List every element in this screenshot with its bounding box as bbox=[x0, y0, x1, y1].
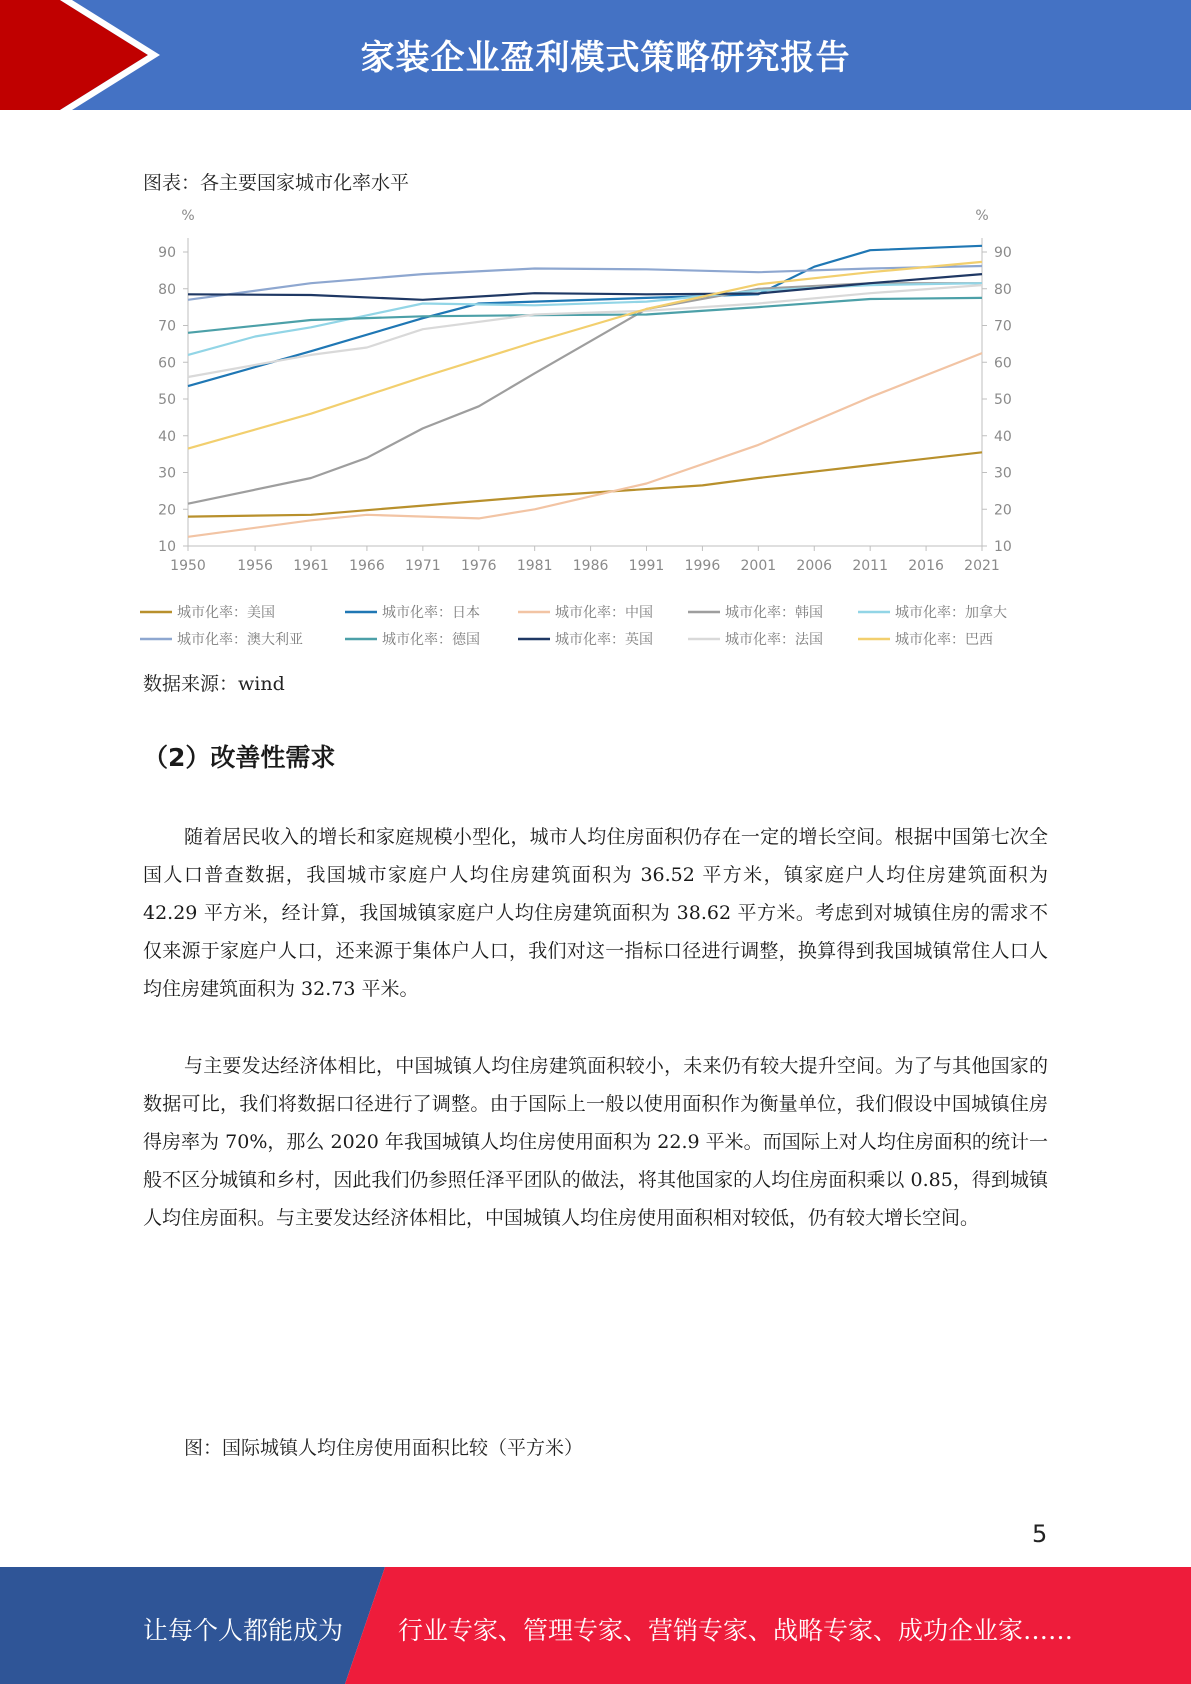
y-tick-label-right: 90 bbox=[994, 245, 1012, 261]
x-tick-label: 1956 bbox=[237, 558, 273, 574]
figure-source: 数据来源：wind bbox=[143, 673, 285, 695]
y-tick-label-left: 50 bbox=[158, 392, 176, 408]
legend-label-6: 城市化率：德国 bbox=[382, 632, 480, 648]
x-tick-label: 2011 bbox=[852, 558, 888, 574]
y-tick-label-left: 40 bbox=[158, 428, 176, 445]
page-header bbox=[0, 0, 1191, 110]
y-tick-label-right: 60 bbox=[994, 355, 1012, 372]
legend-label-4: 城市化率：加拿大 bbox=[895, 605, 1007, 621]
paragraph-2: 与主要发达经济体相比，中国城镇人均住房建筑面积较小，未来仍有较大提升空间。为了与其他国家的数据可比，我们将数据口径进行了调整。由于国际上一般以使用面积作为衡量单位，我们假设中国城镇住房得房率为 70%，那么 2020 年我国城镇人均住房使用面积为 22.9 平米。而国际上对人均住房面积的统计一般不区分城镇和乡村，因此我们仍参照任泽平团队的做法，将其他国家的人均住房面积乘以 0.85，得到城镇人均住房面积。与主要发达经济体相比，中国城镇人均住房使用面积相对较低，仍有较大增长空间。 bbox=[143, 1055, 1048, 1229]
legend-label-3: 城市化率：韩国 bbox=[725, 605, 823, 621]
y-tick-label-right: 10 bbox=[994, 539, 1012, 555]
x-tick-label: 1950 bbox=[170, 558, 206, 574]
urbanization-line-chart bbox=[140, 200, 1060, 650]
y-tick-label-left: 90 bbox=[158, 245, 176, 261]
y-tick-label-right: 70 bbox=[994, 318, 1012, 335]
legend-label-5: 城市化率：澳大利亚 bbox=[177, 632, 303, 648]
y-tick-label-right: 80 bbox=[994, 281, 1012, 298]
x-tick-label: 1996 bbox=[684, 558, 721, 574]
x-tick-label: 1976 bbox=[460, 558, 497, 574]
x-tick-label: 2001 bbox=[740, 558, 777, 574]
x-tick-label: 2021 bbox=[964, 558, 1000, 574]
x-tick-label: 1986 bbox=[572, 558, 609, 574]
y-tick-label-left: 60 bbox=[158, 355, 176, 372]
x-tick-label: 1961 bbox=[293, 558, 329, 574]
y-tick-label-right: 30 bbox=[994, 465, 1012, 482]
figure-caption: 图表：各主要国家城市化率水平 bbox=[143, 172, 410, 194]
footer-slogan-right: 行业专家、管理专家、营销专家、战略专家、成功企业家…… bbox=[398, 1616, 1074, 1645]
y-tick-label-left: 80 bbox=[158, 281, 176, 298]
footer-slogan-left: 让每个人都能成为 bbox=[143, 1616, 344, 1645]
y-tick-label-right: 20 bbox=[994, 502, 1012, 519]
paragraph-1: 随着居民收入的增长和家庭规模小型化，城市人均住房面积仍存在一定的增长空间。根据中国第七次全国人口普查数据，我国城市家庭户人均住房建筑面积为 36.52 平方米，镇家庭户人均住房建筑面积为 42.29 平方米，经计算，我国城镇家庭户人均住房建筑面积为 38.62 平方米。考虑到对城镇住房的需求不仅来源于家庭户人口，还来源于集体户人口，我们对这一指标口径进行调整，换算得到我国城镇常住人口人均住房建筑面积为 32.73 平米。 bbox=[143, 826, 1048, 1000]
x-tick-label: 2006 bbox=[796, 558, 833, 574]
legend-label-0: 城市化率：美国 bbox=[177, 605, 275, 621]
series-line-2 bbox=[188, 353, 982, 537]
series-line-3 bbox=[188, 283, 982, 504]
y-tick-label-right: 40 bbox=[994, 428, 1012, 445]
series-line-7 bbox=[188, 274, 982, 300]
series-line-0 bbox=[188, 452, 982, 516]
legend-label-1: 城市化率：日本 bbox=[382, 605, 480, 621]
y-tick-label-left: 20 bbox=[158, 502, 176, 519]
legend-label-8: 城市化率：法国 bbox=[725, 632, 823, 648]
x-tick-label: 1991 bbox=[628, 558, 665, 574]
page-footer bbox=[0, 1567, 1191, 1684]
legend-label-7: 城市化率：英国 bbox=[555, 632, 653, 648]
y-tick-label-left: 70 bbox=[158, 318, 176, 335]
page-number: 5 bbox=[1032, 1520, 1048, 1548]
y-tick-label-left: 30 bbox=[158, 465, 176, 482]
x-tick-label: 1966 bbox=[349, 558, 385, 574]
legend-label-2: 城市化率：中国 bbox=[555, 605, 653, 621]
legend-label-9: 城市化率：巴西 bbox=[895, 632, 993, 648]
y-axis-unit-left: % bbox=[181, 208, 195, 224]
section-heading: （2）改善性需求 bbox=[143, 743, 336, 772]
y-tick-label-right: 50 bbox=[994, 392, 1012, 408]
y-axis-unit-right: % bbox=[975, 208, 989, 224]
figure-2-caption: 图：国际城镇人均住房使用面积比较（平方米） bbox=[184, 1437, 584, 1459]
x-tick-label: 1971 bbox=[405, 558, 441, 574]
y-tick-label-left: 10 bbox=[158, 539, 176, 555]
report-title: 家装企业盈利模式策略研究报告 bbox=[360, 38, 851, 78]
x-tick-label: 1981 bbox=[516, 558, 553, 574]
x-tick-label: 2016 bbox=[908, 558, 944, 574]
